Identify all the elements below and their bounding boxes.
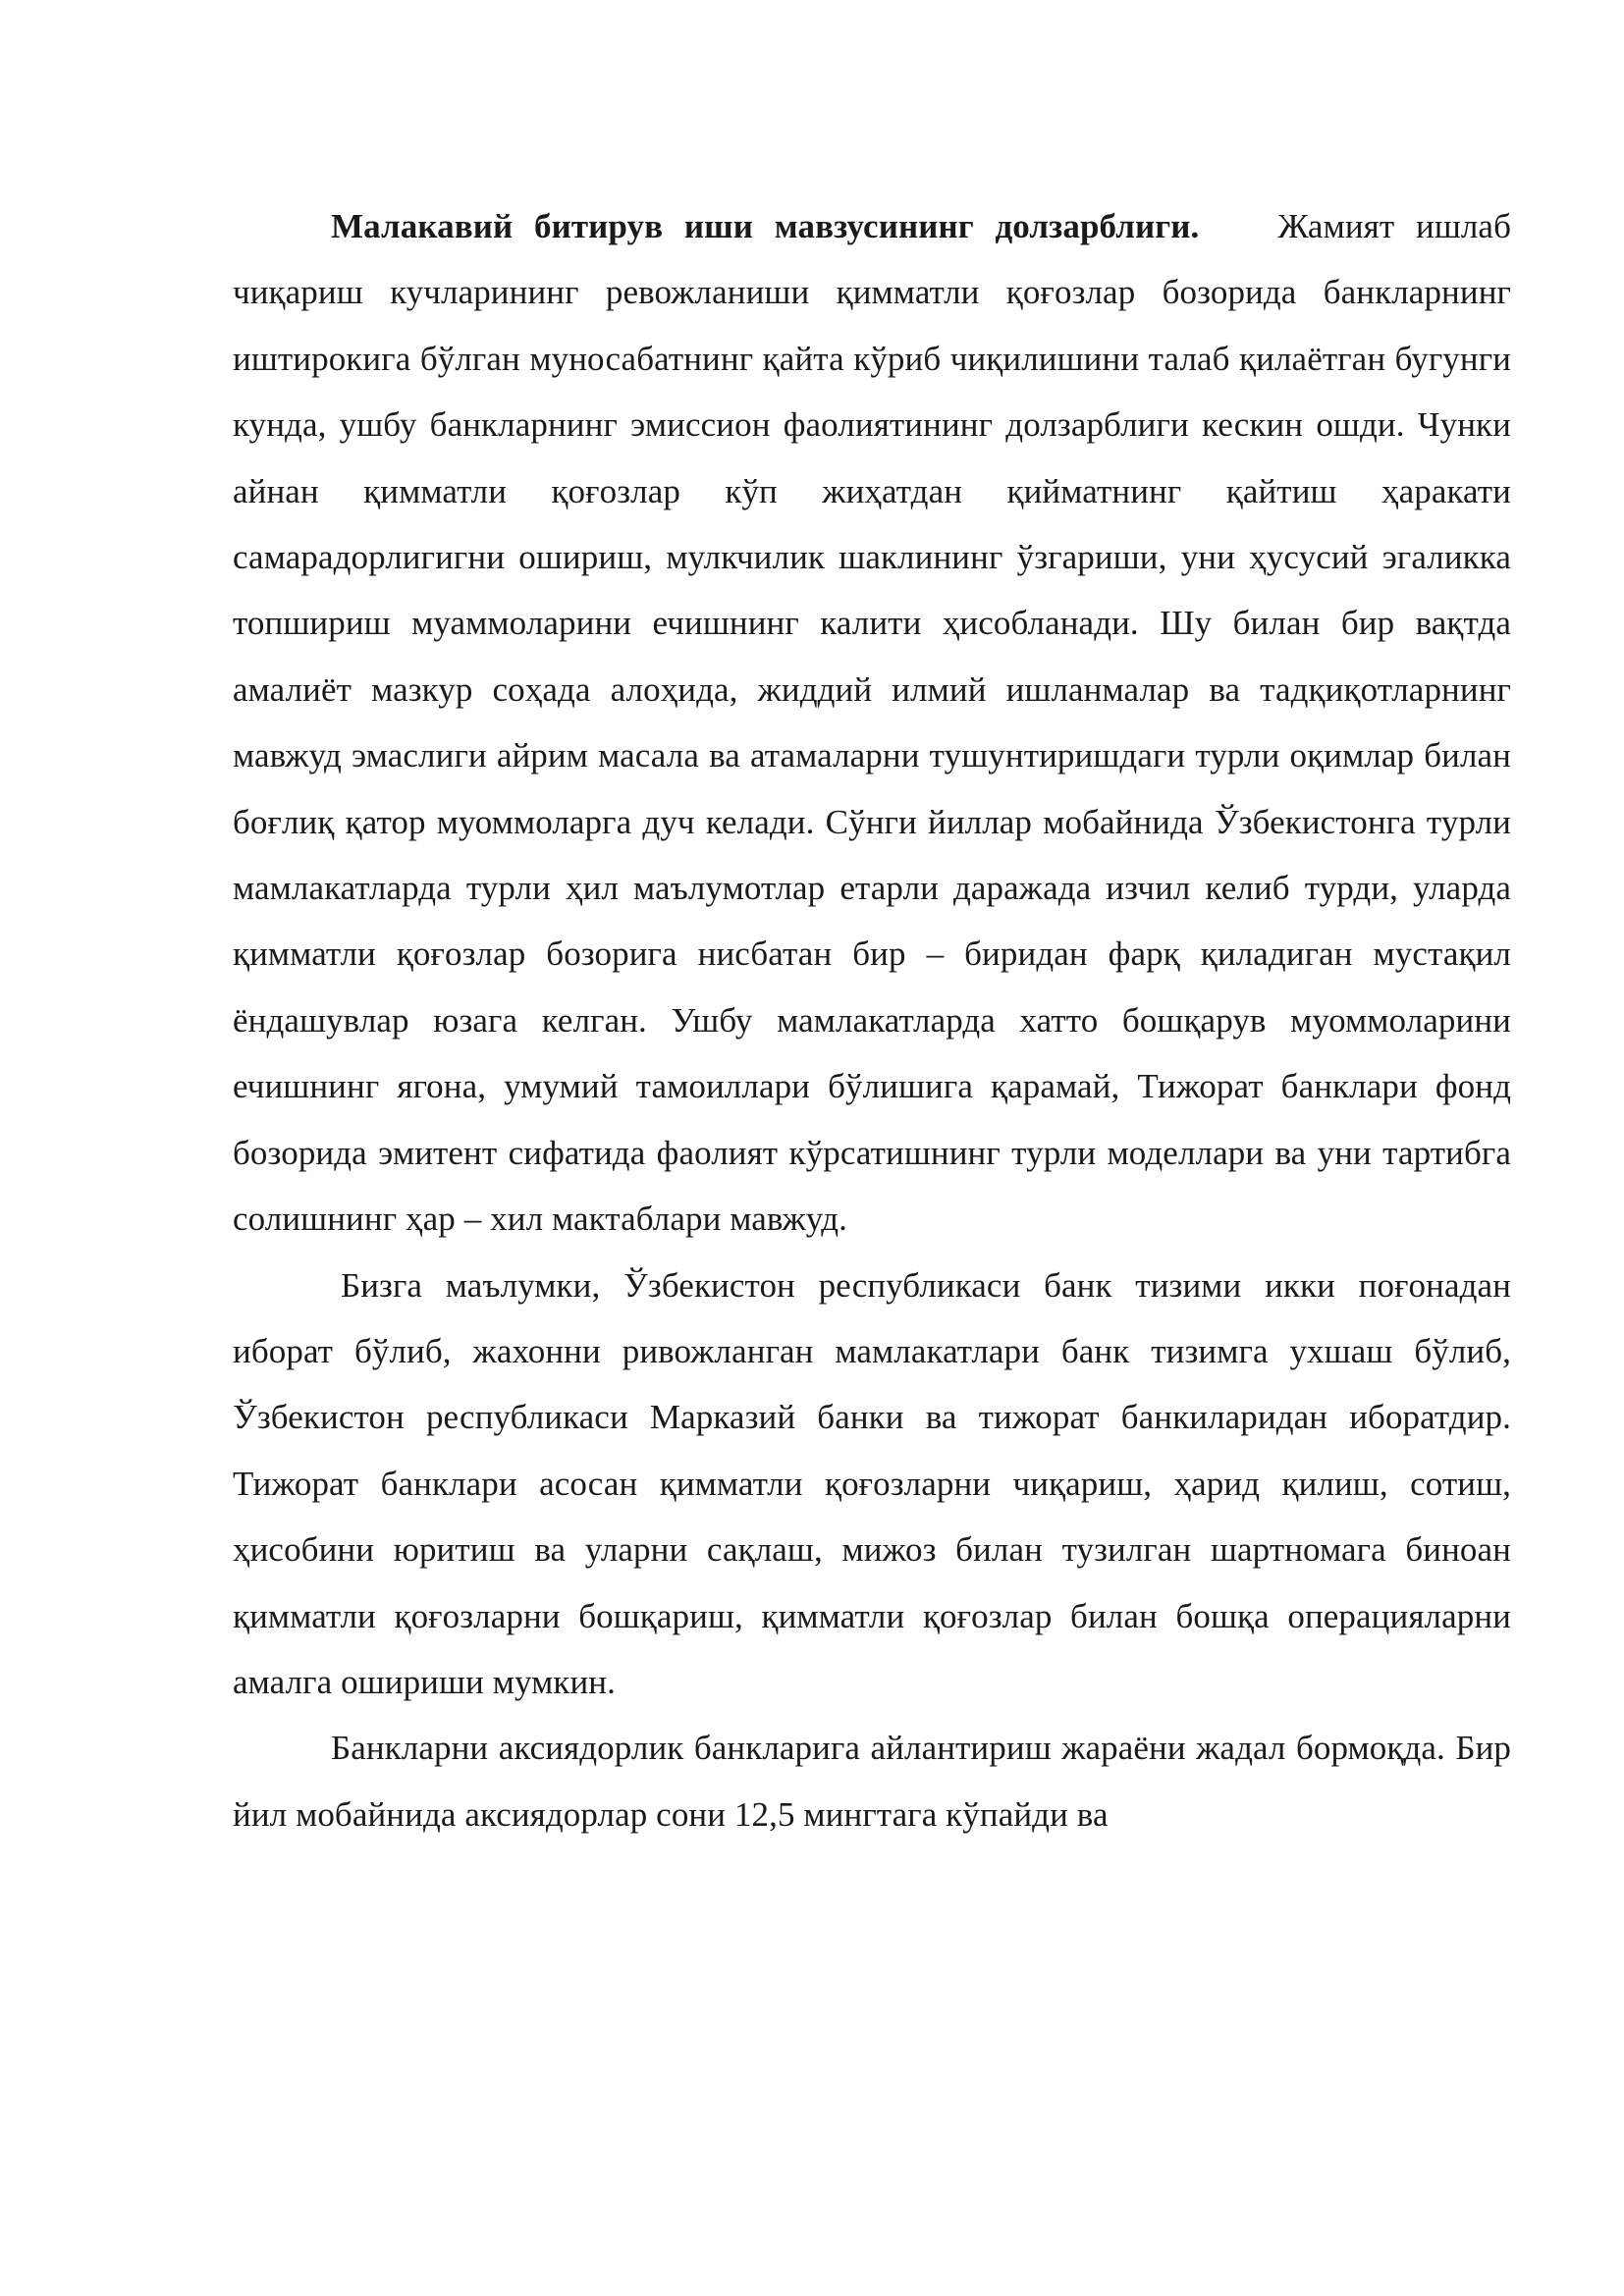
paragraph-banking-system: Бизга маълумки, Ўзбекистон республикаси банк тизими икки поғонадан иборат бўлиб, жахонни ривожланган мамлакатлари банк тизимга ухшаш бўлиб, Ўзбекистон республикаси Марказий банки ва тижорат банкиларидан иборатдир. Тижорат банклари асосан қимматли қоғозларни чиқариш, ҳарид қилиш, сотиш, ҳисобини юритиш ва уларни сақлаш, мижоз билан тузилган шартномага биноан қимматли қоғозларни бошқариш, қимматли қоғозлар билан бошқа операцияларни амалга ошириши мумкин.	[233, 1265, 1511, 1701]
paragraph-relevance	[233, 193, 1511, 1253]
paragraph-text: Жамият ишлаб чиқариш кучларининг ревожланиши қимматли қоғозлар бозорида банкларнинг иштирокига бўлган муносабатнинг қайта кўриб чиқилишини талаб қилаётган бугунги кунда, ушбу банкларнинг эмиссион фаолиятининг долзарблиги кескин ошди. Чунки айнан қимматли қоғозлар кўп жиҳатдан қийматнинг қайтиш ҳаракати самарадорлигигни ошириш, мулкчилик шаклининг ўзгариши, уни ҳусусий эгаликка топшириш муаммоларини ечишнинг калити ҳисобланади. Шу билан бир вақтда амалиёт мазкур соҳада алоҳида, жиддий илмий ишланмалар ва тадқиқотларнинг мавжуд эмаслиги айрим масала ва атамаларни тушунтиришдаги турли оқимлар билан боғлиқ қатор муоммоларга дуч келади. Сўнги йиллар мобайнида Ўзбекистонга турли мамлакатларда турли ҳил маълумотлар етарли даражада изчил келиб турди, уларда қимматли қоғозлар бозорига нисбатан бир – биридан фарқ қиладиган мустақил ёндашувлар юзага келган. Ушбу мамлакатларда хатто бошқарув муоммоларини ечишнинг ягона, умумий тамоиллари бўлишига қарамай, Тижорат банклари фонд бозорида эмитент сифатида фаолият кўрсатишнинг турли моделлари ва уни тартибга солишнинг ҳар – хил мактаблари мавжуд.	[233, 207, 1511, 1239]
section-heading: Малакавий битирув иши мавзусининг долзарблиги.	[331, 207, 1200, 245]
document-body	[233, 193, 1511, 1847]
paragraph-joint-stock: Банкларни аксиядорлик банкларига айлантириш жараёни жадал бормоқда. Бир йил мобайнида аксиядорлар сони 12,5 мингтага кўпайди ва	[233, 1729, 1511, 1834]
